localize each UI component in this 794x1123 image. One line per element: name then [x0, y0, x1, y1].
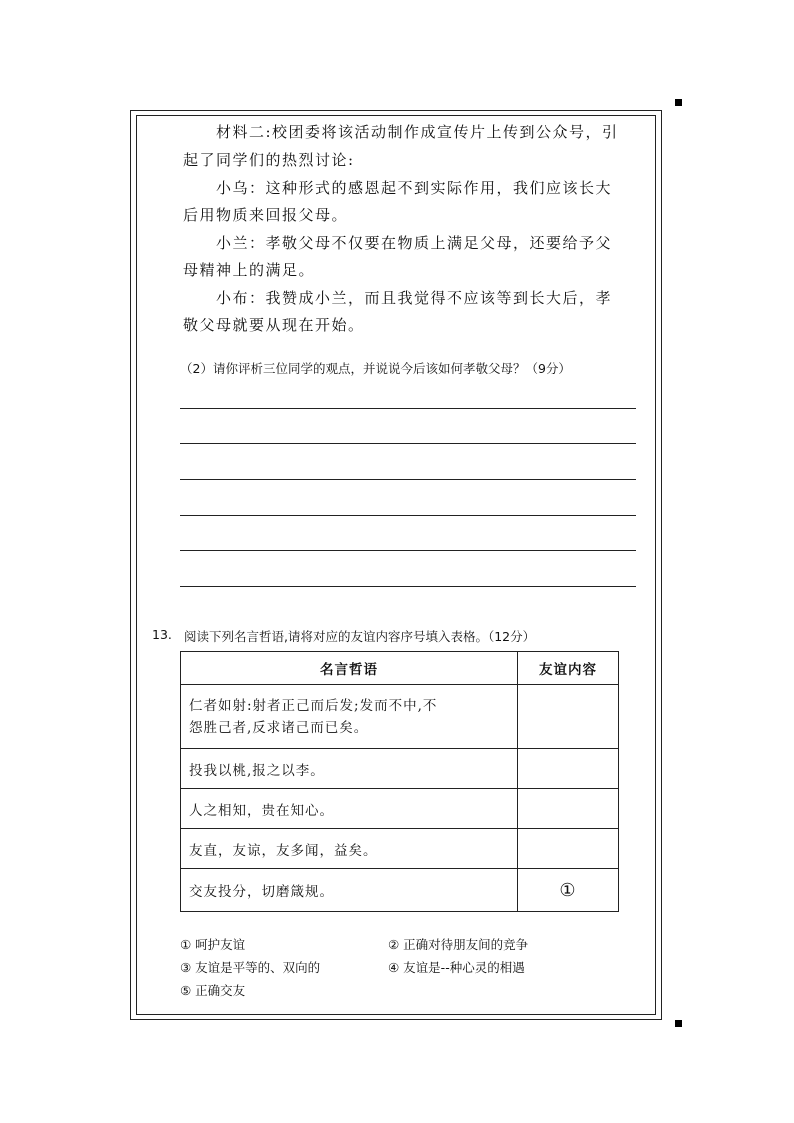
xiaobu-line2: 敬父母就要从现在开始。	[183, 316, 365, 334]
quote-cell	[181, 685, 518, 749]
answer-line[interactable]	[180, 586, 636, 587]
xiaolan-line2: 母精神上的满足。	[183, 261, 316, 279]
answer-line[interactable]	[180, 443, 636, 444]
content-answer-cell[interactable]: ①	[518, 869, 619, 912]
quote-cell: 交友投分，切磨箴规。	[181, 869, 518, 912]
xiaolan-line1: 小兰：孝敬父母不仅要在物质上满足父母，还要给予父	[216, 234, 613, 252]
option-2: ② 正确对待朋友间的竞争	[388, 937, 529, 952]
header-quote: 名言哲语	[181, 652, 518, 685]
material2-line2: 起了同学们的热烈讨论:	[183, 151, 355, 169]
registration-mark-bottom	[675, 1020, 682, 1027]
answer-line[interactable]	[180, 550, 636, 551]
quote-cell: 友直，友谅，友多闻，益矣。	[181, 829, 518, 869]
content-answer-cell[interactable]	[518, 685, 619, 749]
table-row	[181, 749, 619, 789]
answer-line[interactable]	[180, 408, 636, 409]
option-3: ③ 友谊是平等的、双向的	[180, 960, 321, 975]
content-answer-cell[interactable]	[518, 829, 619, 869]
question-13-number: 13.	[152, 627, 172, 642]
material2-line1: 材料二:校团委将该活动制作成宣传片上传到公众号，引	[216, 123, 619, 141]
table-row	[181, 685, 619, 749]
quote-cell: 人之相知，贵在知心。	[181, 789, 518, 829]
xiaobu-line1: 小布：我赞成小兰，而且我觉得不应该等到长大后，孝	[216, 289, 613, 307]
xiaowu-line2: 后用物质来回报父母。	[183, 206, 349, 224]
content-answer-cell[interactable]	[518, 749, 619, 789]
option-4: ④ 友谊是--种心灵的相遇	[388, 960, 525, 975]
answer-line[interactable]	[180, 479, 636, 480]
table-row	[181, 829, 619, 869]
content-answer-cell[interactable]	[518, 789, 619, 829]
option-1: ① 呵护友谊	[180, 937, 246, 952]
option-5: ⑤ 正确交友	[180, 983, 246, 998]
table-row	[181, 869, 619, 912]
question-13-prompt: 阅读下列名言哲语,请将对应的友谊内容序号填入表格。（12分）	[184, 629, 536, 644]
quote-text: 怨胜己者,反求诸己而已矣。	[189, 719, 369, 736]
quotes-table	[180, 651, 619, 912]
table-header-row	[181, 652, 619, 685]
quote-cell: 投我以桃,报之以李。	[181, 749, 518, 789]
registration-mark-top	[675, 99, 682, 106]
answer-line[interactable]	[180, 515, 636, 516]
header-content: 友谊内容	[518, 652, 619, 685]
quote-text: 仁者如射:射者正己而后发;发而不中,不	[189, 697, 438, 714]
table-row	[181, 789, 619, 829]
question-12-2-prompt: （2）请你评析三位同学的观点，并说说今后该如何孝敬父母？（9分）	[180, 361, 571, 376]
xiaowu-line1: 小乌：这种形式的感恩起不到实际作用，我们应该长大	[216, 179, 613, 197]
